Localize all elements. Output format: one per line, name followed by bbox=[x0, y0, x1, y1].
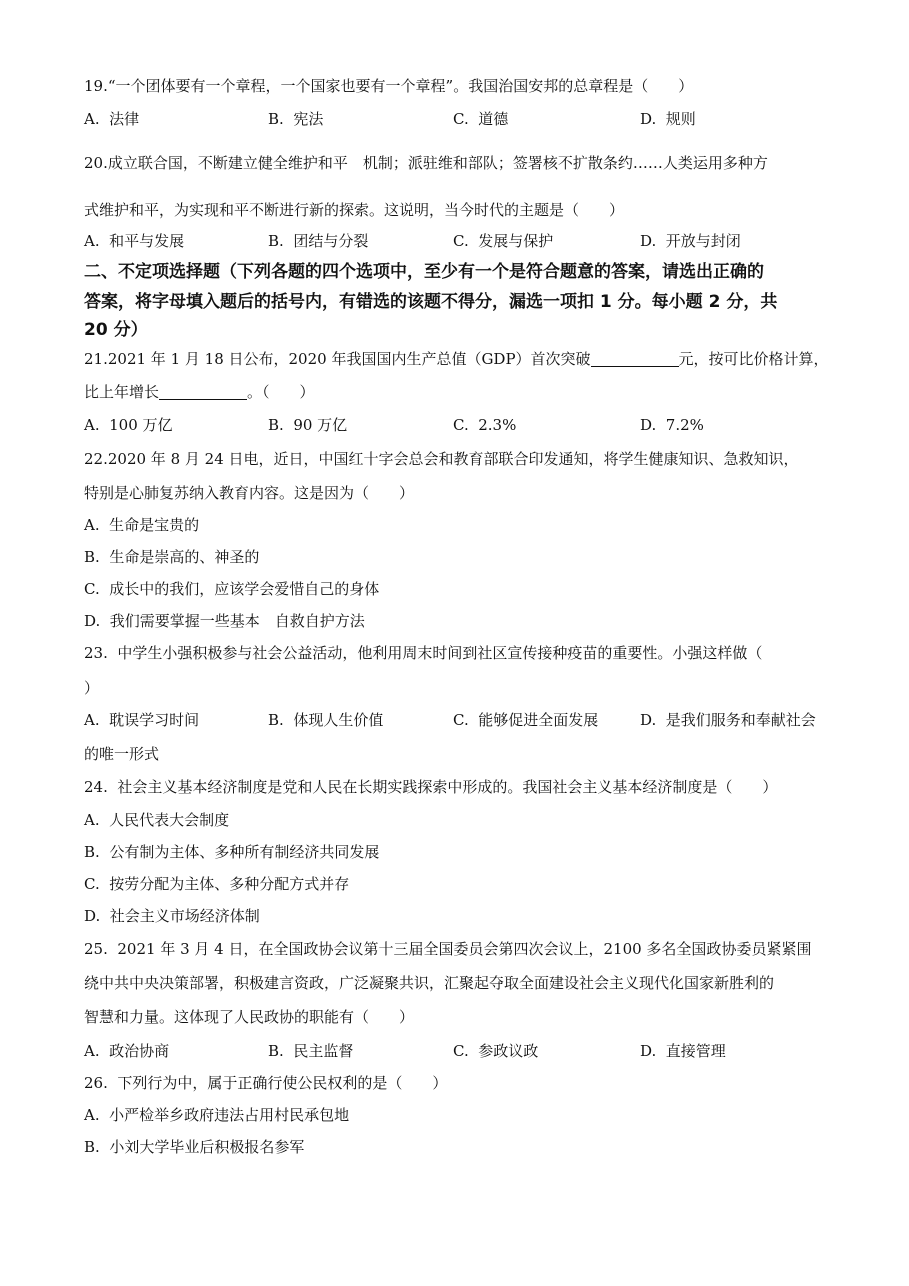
q21-stem-part4: 。（ ） bbox=[247, 383, 315, 401]
q21-stem-part3: 比上年增长 bbox=[84, 383, 160, 401]
q19-option-d: D. 规则 bbox=[640, 110, 696, 128]
q23-option-b: B. 体现人生价值 bbox=[268, 711, 384, 729]
q25-option-a: A. 政治协商 bbox=[84, 1042, 170, 1060]
q21-option-c: C. 2.3% bbox=[453, 416, 517, 434]
section2-heading-line2: 答案，将字母填入题后的括号内，有错选的该题不得分，漏选一项扣 1 分。每小题 2 分，共 bbox=[84, 292, 778, 312]
q25-option-d: D. 直接管理 bbox=[640, 1042, 726, 1060]
q23-option-c: C. 能够促进全面发展 bbox=[453, 711, 599, 729]
q24-stem: 24. 社会主义基本经济制度是党和人民在长期实践探索中形成的。我国社会主义基本经济制度是（ ） bbox=[84, 778, 778, 796]
q26-stem: 26. 下列行为中，属于正确行使公民权利的是（ ） bbox=[84, 1074, 448, 1092]
q23-option-d: D. 是我们服务和奉献社会 bbox=[640, 711, 816, 729]
q21-blank-growth bbox=[159, 383, 247, 400]
q26-option-b: B. 小刘大学毕业后积极报名参军 bbox=[84, 1138, 305, 1156]
q22-option-b: B. 生命是崇高的、神圣的 bbox=[84, 548, 260, 566]
q20-option-d: D. 开放与封闭 bbox=[640, 232, 741, 250]
q24-option-c: C. 按劳分配为主体、多种分配方式并存 bbox=[84, 875, 350, 893]
q21-option-a: A. 100 万亿 bbox=[84, 416, 173, 434]
q19-stem: 19.“一个团体要有一个章程，一个国家也要有一个章程”。我国治国安邦的总章程是（ ） bbox=[84, 77, 694, 95]
q24-option-a: A. 人民代表大会制度 bbox=[84, 811, 230, 829]
q19-option-c: C. 道德 bbox=[453, 110, 509, 128]
q25-option-b: B. 民主监督 bbox=[268, 1042, 354, 1060]
q21-option-d: D. 7.2% bbox=[640, 416, 704, 434]
section2-heading-line1: 二、不定项选择题（下列各题的四个选项中，至少有一个是符合题意的答案，请选出正确的 bbox=[84, 262, 764, 282]
q19-option-b: B. 宪法 bbox=[268, 110, 324, 128]
q24-option-d: D. 社会主义市场经济体制 bbox=[84, 907, 260, 925]
q20-stem-line2: 式维护和平，为实现和平不断进行新的探索。这说明，当今时代的主题是（ ） bbox=[84, 201, 625, 219]
q22-option-c: C. 成长中的我们，应该学会爱惜自己的身体 bbox=[84, 580, 380, 598]
q26-option-a: A. 小严检举乡政府违法占用村民承包地 bbox=[84, 1106, 350, 1124]
q25-stem-line3: 智慧和力量。这体现了人民政协的职能有（ ） bbox=[84, 1008, 415, 1026]
q20-option-a: A. 和平与发展 bbox=[84, 232, 185, 250]
q23-stem-line1: 23. 中学生小强积极参与社会公益活动，他利用周末时间到社区宣传接种疫苗的重要性。小强这样做（ bbox=[84, 644, 763, 662]
q21-option-b: B. 90 万亿 bbox=[268, 416, 348, 434]
section2-heading-line3: 20 分） bbox=[84, 320, 148, 340]
q20-stem-line1: 20.成立联合国，不断建立健全维护和平 机制；派驻维和部队；签署核不扩散条约……人类运用多种方 bbox=[84, 154, 768, 172]
q21-blank-gdp bbox=[591, 350, 679, 367]
q25-stem-line2: 绕中共中央决策部署，积极建言资政，广泛凝聚共识，汇聚起夺取全面建设社会主义现代化国家新胜利的 bbox=[84, 974, 775, 992]
q24-option-b: B. 公有制为主体、多种所有制经济共同发展 bbox=[84, 843, 380, 861]
q20-option-b: B. 团结与分裂 bbox=[268, 232, 369, 250]
q25-stem-line1: 25. 2021 年 3 月 4 日，在全国政协会议第十三届全国委员会第四次会议上，2100 多名全国政协委员紧紧围 bbox=[84, 940, 812, 958]
q25-option-c: C. 参政议政 bbox=[453, 1042, 539, 1060]
q22-option-d: D. 我们需要掌握一些基本 自救自护方法 bbox=[84, 612, 365, 630]
q21-stem-part2: 元，按可比价格计算， bbox=[678, 350, 829, 368]
q19-option-a: A. 法律 bbox=[84, 110, 140, 128]
q23-stem-line2: ） bbox=[84, 679, 100, 697]
q21-stem-line1 bbox=[84, 348, 829, 370]
q20-option-c: C. 发展与保护 bbox=[453, 232, 554, 250]
q21-stem-part1: 21.2021 年 1 月 18 日公布，2020 年我国国内生产总值（GDP）首次突破 bbox=[84, 350, 591, 368]
q23-option-a: A. 耽误学习时间 bbox=[84, 711, 200, 729]
q23-option-d-continued: 的唯一形式 bbox=[84, 745, 160, 763]
q22-stem-line2: 特别是心肺复苏纳入教育内容。这是因为（ ） bbox=[84, 484, 415, 502]
q22-stem-line1: 22.2020 年 8 月 24 日电，近日，中国红十字会总会和教育部联合印发通知，将学生健康知识、急救知识， bbox=[84, 450, 799, 468]
q22-option-a: A. 生命是宝贵的 bbox=[84, 516, 200, 534]
q21-stem-line2 bbox=[84, 381, 315, 403]
